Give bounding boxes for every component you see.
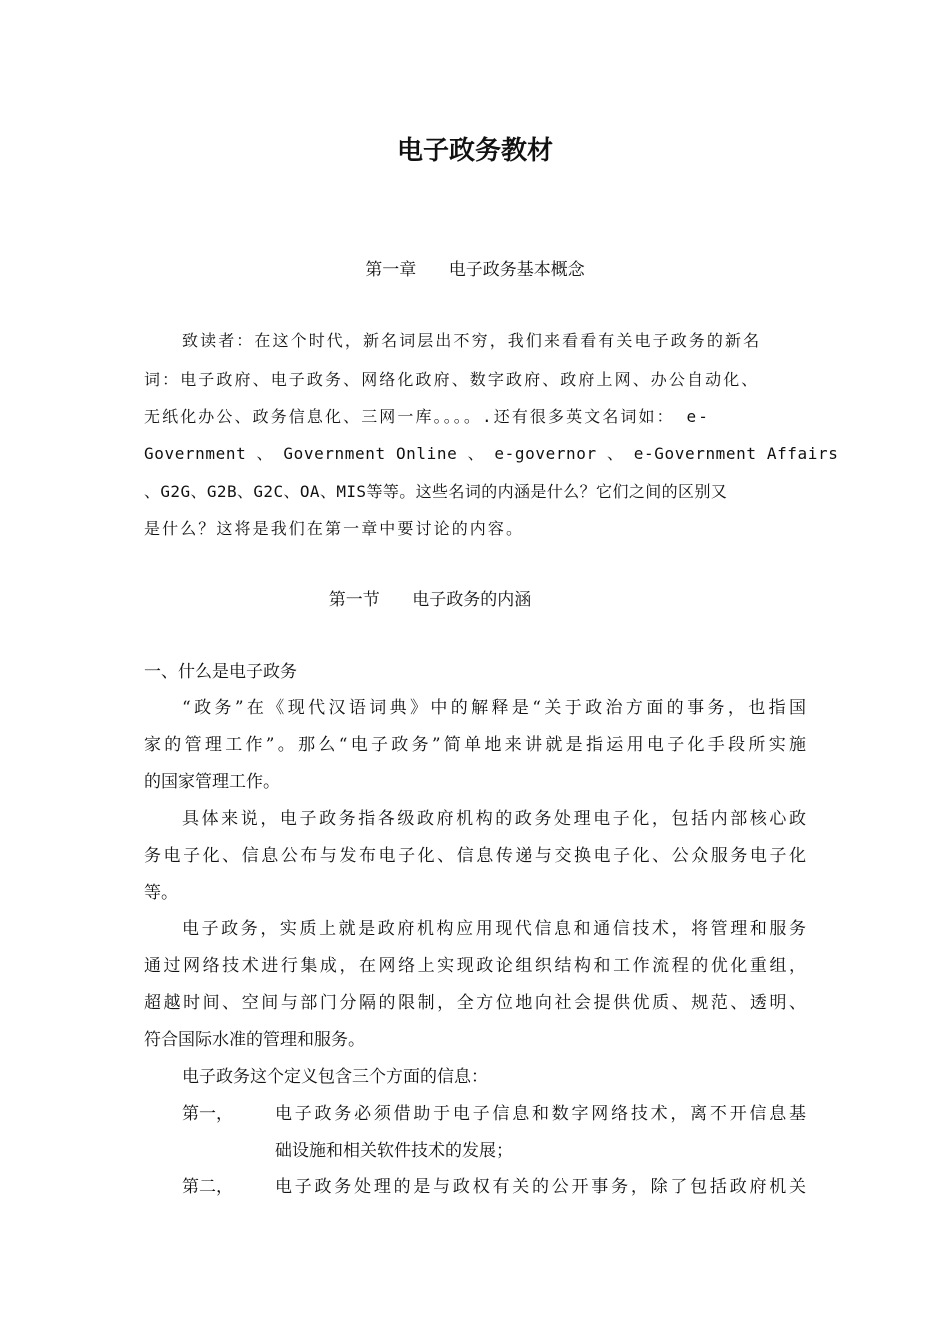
- paragraph-4: 电子政务这个定义包含三个方面的信息：: [182, 1067, 488, 1087]
- paragraph-line: 的国家管理工作。: [144, 772, 280, 792]
- list-item-line: 电子政务处理的是与政权有关的公开事务，除了包括政府机关: [275, 1177, 806, 1197]
- paragraph-line: “政务”在《现代汉语词典》中的解释是“关于政治方面的事务，也指国: [182, 698, 806, 718]
- paragraph-line: 务电子化、信息公布与发布电子化、信息传递与交换电子化、公众服务电子化: [144, 846, 806, 866]
- intro-line: 词：电子政府、电子政务、网络化政府、数字政府、政府上网、办公自动化、: [144, 370, 760, 389]
- paragraph-line: 具体来说，电子政务指各级政府机构的政务处理电子化，包括内部核心政: [182, 809, 806, 829]
- intro-line: 是什么？这将是我们在第一章中要讨论的内容。: [144, 519, 525, 538]
- paragraph-line: 超越时间、空间与部门分隔的限制，全方位地向社会提供优质、规范、透明、: [144, 993, 806, 1013]
- intro-line: 致读者：在这个时代，新名词层出不穷，我们来看看有关电子政务的新名: [182, 331, 762, 350]
- chapter-heading: 第一章 电子政务基本概念: [365, 260, 585, 280]
- subheading: 一、什么是电子政务: [144, 662, 297, 682]
- paragraph-line: 等。: [144, 883, 178, 903]
- list-item-line: 础设施和相关软件技术的发展；: [275, 1141, 513, 1161]
- paragraph-line: 家的管理工作”。那么“电子政务”简单地来讲就是指运用电子化手段所实施: [144, 735, 806, 755]
- paragraph-line: 通过网络技术进行集成，在网络上实现政论组织结构和工作流程的优化重组，: [144, 956, 806, 976]
- paragraph-line: 符合国际水准的管理和服务。: [144, 1030, 365, 1050]
- list-item-line: 电子政务必须借助于电子信息和数字网络技术，离不开信息基: [275, 1104, 806, 1124]
- intro-line: 、G2G、G2B、G2C、OA、MIS等等。这些名词的内涵是什么？它们之间的区别又: [144, 482, 728, 501]
- intro-line: Government 、 Government Online 、 e-governor 、 e-Government Affairs: [144, 444, 839, 463]
- intro-line: 无纸化办公、政务信息化、三网一库。。。。.还有很多英文名词如： e-: [144, 407, 710, 426]
- document-title: 电子政务教材: [396, 136, 553, 166]
- list-item-label: 第一，: [182, 1104, 233, 1124]
- list-item-label: 第二，: [182, 1177, 233, 1197]
- section-heading: 第一节 电子政务的内涵: [328, 590, 532, 610]
- paragraph-line: 电子政务，实质上就是政府机构应用现代信息和通信技术，将管理和服务: [182, 919, 806, 939]
